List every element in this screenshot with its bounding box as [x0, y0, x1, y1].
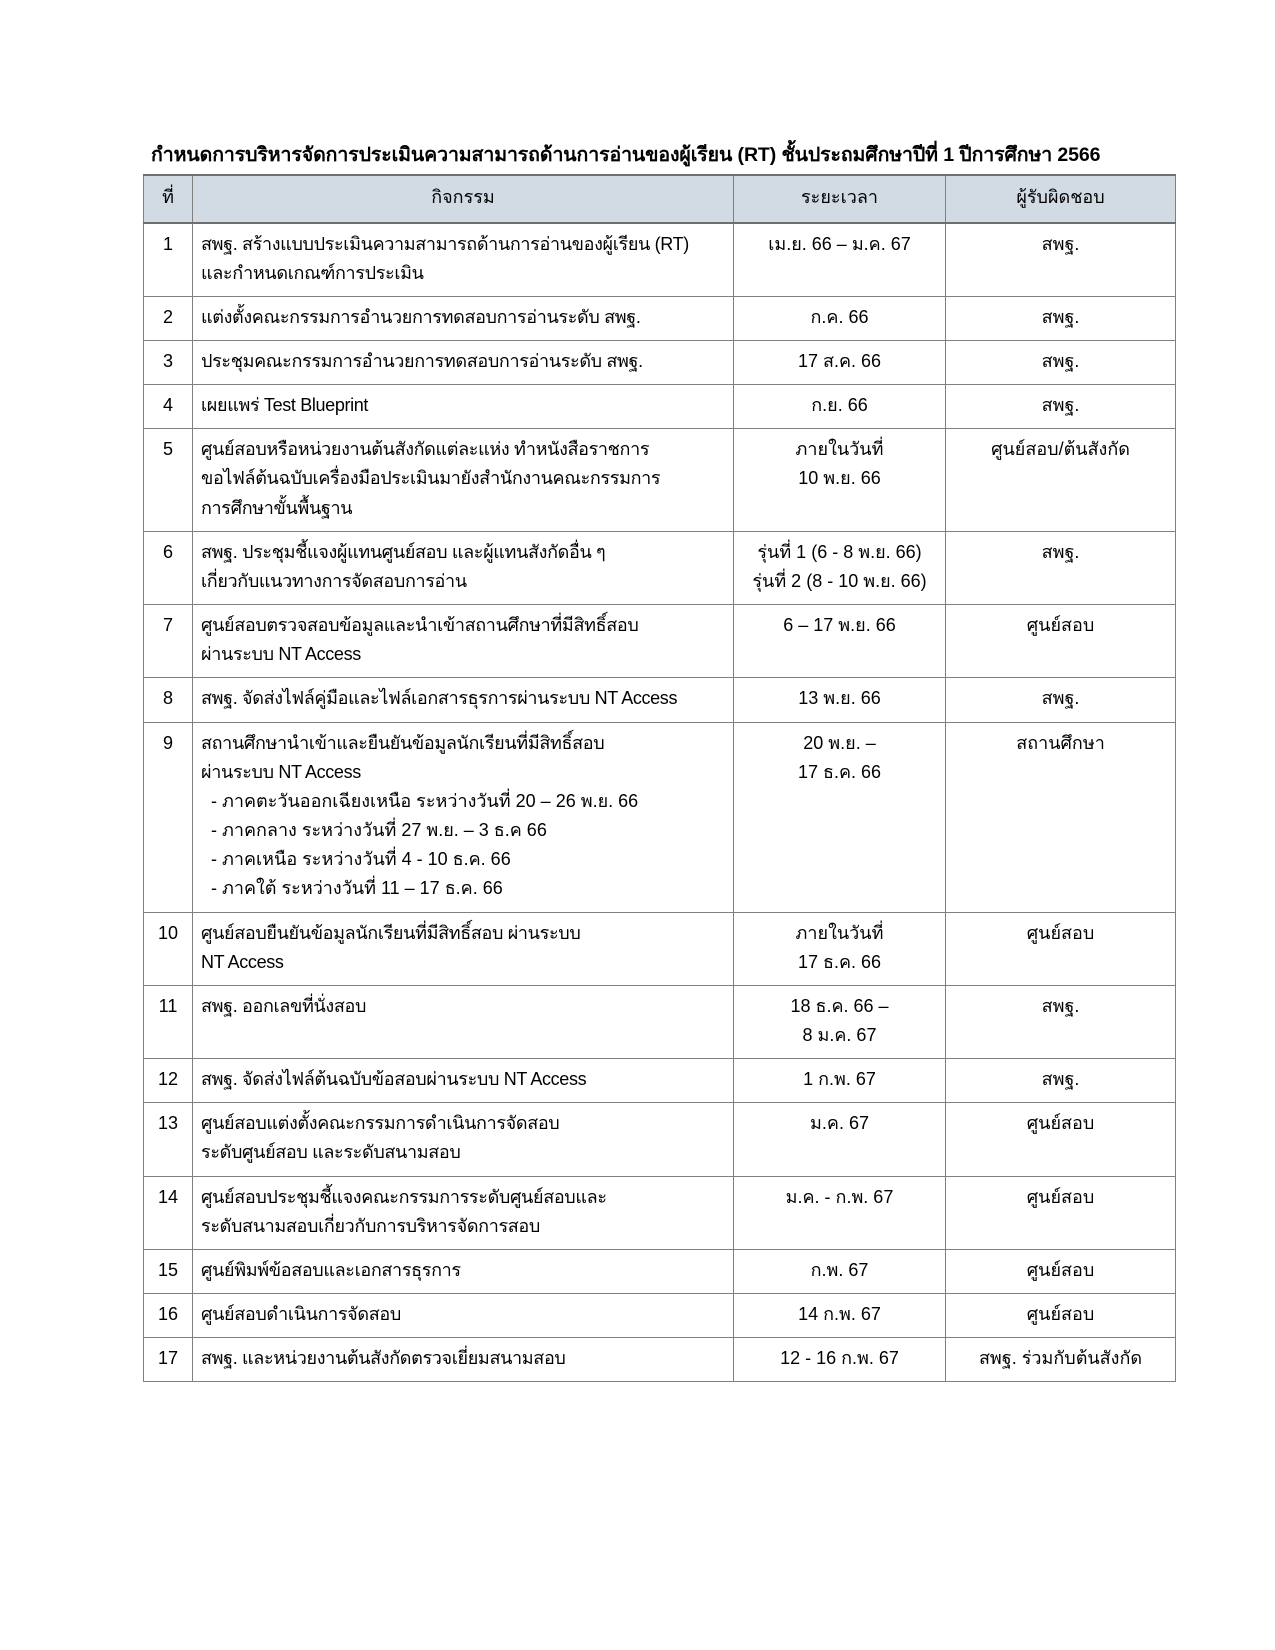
duration-line: เม.ย. 66 – ม.ค. 67 — [768, 233, 911, 254]
duration-line: ก.พ. 67 — [810, 1259, 869, 1280]
activity-line: การศึกษาขั้นพื้นฐาน — [201, 497, 353, 518]
activity-line: ระดับศูนย์สอบ และระดับสนามสอบ — [201, 1142, 461, 1163]
activity-cell — [193, 429, 734, 531]
duration-line: 10 พ.ย. 66 — [798, 468, 881, 489]
duration-line: 18 ธ.ค. 66 – — [790, 995, 889, 1016]
responsible-cell: สพฐ. — [946, 296, 1176, 340]
activity-line: และกำหนดเกณฑ์การประเมิน — [201, 262, 424, 283]
row-number: 11 — [144, 985, 193, 1058]
activity-line: สพฐ. จัดส่งไฟล์ต้นฉบับข้อสอบผ่านระบบ NT Access — [201, 1069, 587, 1090]
responsible-cell: สพฐ. — [946, 385, 1176, 429]
table-row — [144, 1294, 1176, 1338]
duration-cell — [734, 223, 946, 297]
row-number: 7 — [144, 605, 193, 678]
duration-line: รุ่นที่ 2 (8 - 10 พ.ย. 66) — [752, 570, 927, 591]
row-number: 9 — [144, 722, 193, 912]
column-header-duration: ระยะเวลา — [734, 175, 946, 222]
activity-line: แต่งตั้งคณะกรรมการอำนวยการทดสอบการอ่านระดับ สพฐ. — [201, 306, 641, 327]
column-header-no: ที่ — [144, 175, 193, 222]
duration-cell — [734, 1103, 946, 1176]
activity-line: ศูนย์สอบประชุมชี้แจงคณะกรรมการระดับศูนย์สอบและ — [201, 1186, 607, 1207]
row-number: 16 — [144, 1294, 193, 1338]
duration-line: 14 ก.พ. 67 — [798, 1304, 881, 1325]
page-title: กำหนดการบริหารจัดการประเมินความสามารถด้านการอ่านของผู้เรียน (RT) ชั้นประถมศึกษาปีที่ 1 ปีการศึกษา 2566 — [151, 144, 1101, 166]
duration-line: 6 – 17 พ.ย. 66 — [783, 615, 896, 636]
duration-line: 13 พ.ย. 66 — [798, 688, 881, 709]
duration-cell — [734, 429, 946, 531]
activity-cell — [193, 341, 734, 385]
activity-cell — [193, 605, 734, 678]
table-row — [144, 1338, 1176, 1382]
activity-cell — [193, 223, 734, 297]
responsible-cell: สพฐ. — [946, 223, 1176, 297]
table-header-row — [144, 175, 1176, 222]
table-row — [144, 722, 1176, 912]
duration-line: รุ่นที่ 1 (6 - 8 พ.ย. 66) — [757, 541, 922, 562]
activity-line: สพฐ. และหน่วยงานต้นสังกัดตรวจเยี่ยมสนามสอบ — [201, 1348, 566, 1369]
row-number: 13 — [144, 1103, 193, 1176]
activity-cell — [193, 1294, 734, 1338]
activity-sublist — [201, 787, 725, 904]
activity-cell — [193, 385, 734, 429]
duration-line: 8 ม.ค. 67 — [802, 1024, 877, 1045]
activity-line: ผ่านระบบ NT Access — [201, 644, 361, 665]
activity-line: สถานศึกษานำเข้าและยืนยันข้อมูลนักเรียนที่มีสิทธิ์สอบ — [201, 732, 605, 753]
activity-cell — [193, 1059, 734, 1103]
responsible-cell: ศูนย์สอบ — [946, 1103, 1176, 1176]
row-number: 4 — [144, 385, 193, 429]
activity-line: ศูนย์สอบดำเนินการจัดสอบ — [201, 1304, 401, 1325]
activity-line: ศูนย์สอบแต่งตั้งคณะกรรมการดำเนินการจัดสอบ — [201, 1113, 560, 1134]
table-row — [144, 1059, 1176, 1103]
duration-line: ม.ค. 67 — [810, 1113, 869, 1134]
activity-line: ศูนย์สอบหรือหน่วยงานต้นสังกัดแต่ละแห่ง ทำหนังสือราชการ — [201, 439, 650, 460]
table-row — [144, 985, 1176, 1058]
row-number: 15 — [144, 1249, 193, 1293]
activity-sublist-item: - ภาคตะวันออกเฉียงเหนือ ระหว่างวันที่ 20 – 26 พ.ย. 66 — [211, 790, 639, 811]
responsible-cell: ศูนย์สอบ — [946, 912, 1176, 985]
duration-cell — [734, 341, 946, 385]
table-body — [144, 223, 1176, 1382]
activity-line: สพฐ. ประชุมชี้แจงผู้แทนศูนย์สอบ และผู้แทนสังกัดอื่น ๆ — [201, 541, 606, 562]
activity-line: ระดับสนามสอบเกี่ยวกับการบริหารจัดการสอบ — [201, 1215, 540, 1236]
table-row — [144, 296, 1176, 340]
duration-cell — [734, 912, 946, 985]
row-number: 5 — [144, 429, 193, 531]
row-number: 10 — [144, 912, 193, 985]
activity-cell — [193, 296, 734, 340]
activity-line: เผยแพร่ Test Blueprint — [201, 395, 369, 416]
table-row — [144, 1176, 1176, 1249]
table-row — [144, 912, 1176, 985]
activity-sublist-item: - ภาคกลาง ระหว่างวันที่ 27 พ.ย. – 3 ธ.ค 66 — [211, 820, 547, 841]
activity-sublist-item: - ภาคใต้ ระหว่างวันที่ 11 – 17 ธ.ค. 66 — [211, 878, 503, 899]
activity-cell — [193, 912, 734, 985]
duration-cell — [734, 985, 946, 1058]
schedule-table — [143, 174, 1176, 1382]
table-row — [144, 605, 1176, 678]
activity-cell — [193, 1103, 734, 1176]
activity-cell — [193, 531, 734, 604]
activity-line: ศูนย์สอบยืนยันข้อมูลนักเรียนที่มีสิทธิ์สอบ ผ่านระบบ — [201, 922, 581, 943]
duration-line: ก.ค. 66 — [810, 306, 869, 327]
table-row — [144, 1249, 1176, 1293]
activity-cell — [193, 1249, 734, 1293]
responsible-cell: สถานศึกษา — [946, 722, 1176, 912]
table-header — [144, 175, 1176, 222]
responsible-cell: สพฐ. — [946, 678, 1176, 722]
duration-line: 17 ส.ค. 66 — [797, 351, 882, 371]
responsible-cell: ศูนย์สอบ — [946, 605, 1176, 678]
table-row — [144, 678, 1176, 722]
activity-line: ผ่านระบบ NT Access — [201, 761, 361, 782]
responsible-cell: ศูนย์สอบ — [946, 1294, 1176, 1338]
activity-line: ศูนย์พิมพ์ข้อสอบและเอกสารธุรการ — [201, 1259, 461, 1280]
row-number: 17 — [144, 1338, 193, 1382]
table-row — [144, 341, 1176, 385]
duration-line: 12 - 16 ก.พ. 67 — [780, 1348, 899, 1369]
activity-sublist-item: - ภาคเหนือ ระหว่างวันที่ 4 - 10 ธ.ค. 66 — [211, 849, 511, 870]
activity-line: สพฐ. สร้างแบบประเมินความสามารถด้านการอ่านของผู้เรียน (RT) — [201, 233, 689, 254]
responsible-cell: ศูนย์สอบ — [946, 1249, 1176, 1293]
row-number: 12 — [144, 1059, 193, 1103]
row-number: 8 — [144, 678, 193, 722]
duration-cell — [734, 722, 946, 912]
duration-cell — [734, 678, 946, 722]
table-row — [144, 531, 1176, 604]
duration-cell — [734, 385, 946, 429]
duration-line: ภายในวันที่ — [795, 439, 884, 460]
row-number: 14 — [144, 1176, 193, 1249]
responsible-cell: สพฐ. — [946, 341, 1176, 385]
column-header-activity: กิจกรรม — [193, 175, 734, 222]
activity-cell — [193, 722, 734, 912]
responsible-cell: สพฐ. — [946, 1059, 1176, 1103]
responsible-cell: สพฐ. — [946, 985, 1176, 1058]
activity-cell — [193, 1338, 734, 1382]
activity-cell — [193, 985, 734, 1058]
activity-line: ขอไฟล์ต้นฉบับเครื่องมือประเมินมายังสำนักงานคณะกรรมการ — [201, 468, 661, 489]
duration-line: 17 ธ.ค. 66 — [797, 761, 882, 782]
duration-cell — [734, 1059, 946, 1103]
row-number: 6 — [144, 531, 193, 604]
responsible-cell: ศูนย์สอบ — [946, 1176, 1176, 1249]
duration-line: ภายในวันที่ — [795, 922, 884, 943]
duration-line: 1 ก.พ. 67 — [803, 1069, 876, 1090]
row-number: 3 — [144, 341, 193, 385]
duration-cell — [734, 296, 946, 340]
duration-cell — [734, 531, 946, 604]
activity-line: สพฐ. ออกเลขที่นั่งสอบ — [201, 995, 367, 1016]
duration-cell — [734, 1176, 946, 1249]
table-row — [144, 1103, 1176, 1176]
duration-cell — [734, 1294, 946, 1338]
row-number: 2 — [144, 296, 193, 340]
activity-cell — [193, 678, 734, 722]
duration-line: ก.ย. 66 — [811, 395, 868, 416]
duration-line: 20 พ.ย. – — [803, 732, 876, 753]
activity-cell — [193, 1176, 734, 1249]
responsible-cell: ศูนย์สอบ/ต้นสังกัด — [946, 429, 1176, 531]
activity-line: เกี่ยวกับแนวทางการจัดสอบการอ่าน — [201, 570, 467, 591]
activity-line: สพฐ. จัดส่งไฟล์คู่มือและไฟล์เอกสารธุรการผ่านระบบ NT Access — [201, 688, 678, 709]
table-row — [144, 385, 1176, 429]
duration-cell — [734, 1249, 946, 1293]
table-row — [144, 429, 1176, 531]
duration-cell — [734, 1338, 946, 1382]
activity-line: ประชุมคณะกรรมการอำนวยการทดสอบการอ่านระดับ สพฐ. — [201, 351, 643, 371]
duration-cell — [734, 605, 946, 678]
row-number: 1 — [144, 223, 193, 297]
responsible-cell: สพฐ. — [946, 531, 1176, 604]
activity-line: ศูนย์สอบตรวจสอบข้อมูลและนำเข้าสถานศึกษาที่มีสิทธิ์สอบ — [201, 615, 639, 636]
responsible-cell: สพฐ. ร่วมกับต้นสังกัด — [946, 1338, 1176, 1382]
activity-line: NT Access — [201, 951, 284, 972]
duration-line: 17 ธ.ค. 66 — [797, 951, 882, 972]
duration-line: ม.ค. - ก.พ. 67 — [785, 1186, 894, 1207]
table-row — [144, 223, 1176, 297]
column-header-responsible: ผู้รับผิดชอบ — [946, 175, 1176, 222]
